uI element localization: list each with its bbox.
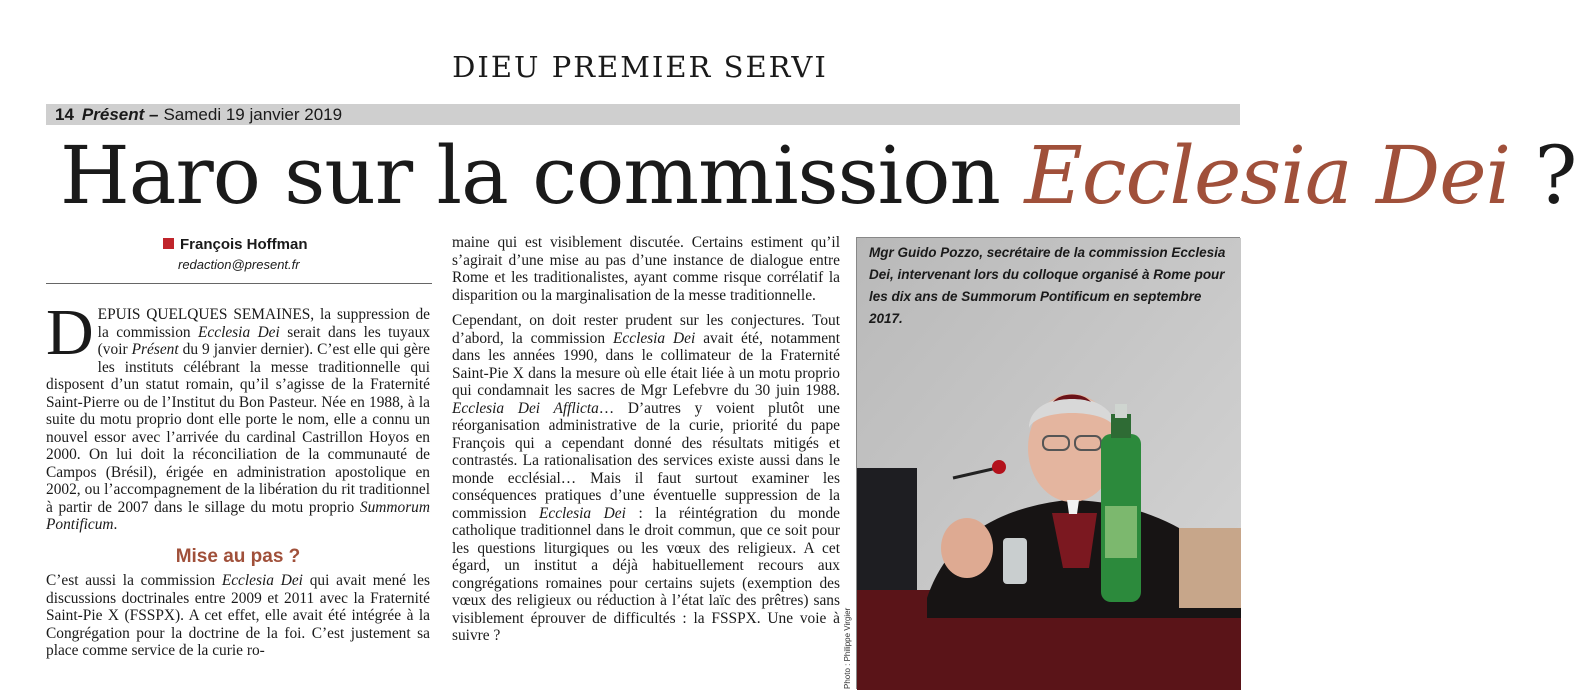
section-title: DIEU PREMIER SERVI — [452, 50, 828, 84]
drop-cap: D — [46, 296, 94, 369]
paragraph-1: DEPUIS QUELQUES SEMAINES, la suppression de la commission Ecclesia Dei serait dans les tuyaux (voir Présent du 9 janvier dernier). C’est elle qui gère les instituts célébrant la messe traditionnelle qui disposent d’un statut romain, qu’il s’agisse de la Fraternité Saint-Pierre ou de l’Institut du Bon Pasteur. Née en 1988, à la suite du motu proprio dont elle porte le nom, elle a connu un nouvel essor avec l’arrivée du cardinal Castrillon Hoyos en 2000. On lui doit la réconciliation de la communauté de Campos (Brésil), érigée en administration apostolique en 2002, ou l’accompagnement de la libération du rit traditionnel à partir de 2007 dans le sillage du motu proprio Summorum Pontificum. — [46, 296, 430, 533]
article-column-2 — [452, 234, 840, 645]
subheading: Mise au pas ? — [175, 545, 301, 567]
byline-email[interactable]: redaction@present.fr — [178, 257, 300, 272]
lead-caps: EPUIS QUELQUES SEMAINES, — [97, 306, 315, 323]
paragraph-4: Cependant, on doit rester prudent sur les conjectures. Tout d’abord, la commission Ecclesia Dei avait été, notamment dans les années 1990, dans le collimateur de la Fraternité Saint-Pie X dans la mesure où elle était liée à un motu proprio qui condamnait les sacres de Mgr Lefebvre du 30 juin 1988. Ecclesia Dei Afflicta… D’autres y voient plutôt une réorganisation administrative de la curie, priorité du pape François qui a cependant donné des résultats mitigés et contrastés. La rationalisation des services existe aussi dans le monde ecclésial… Mais il faut surtout examiner les conséquences pratiques d’une éventuelle suppression de la commission Ecclesia Dei : la réintégration du monde catholique traditionnel dans le droit commun, que ce soit pour les questions liturgiques ou les vœux des religieux. A cet égard, un institut a déjà habituellement recours aux congrégations romaines pour certains sujets (exemption des vœux des religieux ou réduction à l’état laïc des prêtres) sans visiblement éprouver de difficultés : la FSSPX. Une voie à suivre ? — [452, 312, 841, 644]
author-name: François Hoffman — [180, 236, 308, 253]
headline-main: Haro sur la commission — [60, 129, 1025, 222]
article-column-1 — [46, 296, 430, 660]
page-header-bar — [46, 104, 1240, 125]
headline-tail: ? — [1510, 129, 1576, 222]
page-number: 14 — [55, 105, 74, 124]
issue-date: Samedi 19 janvier 2019 — [163, 105, 343, 124]
article-photo — [856, 237, 1240, 689]
publication-name: Présent – — [81, 105, 159, 124]
photo-caption: Mgr Guido Pozzo, secrétaire de la commission Ecclesia Dei, intervenant lors du colloque organisé à Rome pour les dix ans de Summorum Pontificum en septembre 2017. — [869, 245, 1226, 326]
byline-author — [163, 236, 308, 253]
article-headline — [60, 127, 1576, 225]
headline-italic: Ecclesia Dei — [1024, 129, 1511, 222]
byline-divider — [46, 283, 432, 284]
byline-square-icon — [163, 238, 174, 249]
paragraph-2: C’est aussi la commission Ecclesia Dei qui avait mené les discussions doctrinales entre 2009 et 2011 avec la Fraternité Saint-Pie X (FSSPX). A cet effet, elle avait été intégrée à la Congrégation pour la doctrine de la foi. C’est justement sa place comme service de la curie ro- — [46, 572, 430, 659]
photo-credit: Photo : Philippe Virgier — [843, 607, 852, 689]
paragraph-3: maine qui est visiblement discutée. Certains estiment qu’il s’agirait d’une mise au pas d’une instance de dialogue entre Rome et les traditionalistes, ayant comme risque corrélatif la disparition ou la marginalisation de la messe traditionnelle. — [452, 234, 840, 304]
